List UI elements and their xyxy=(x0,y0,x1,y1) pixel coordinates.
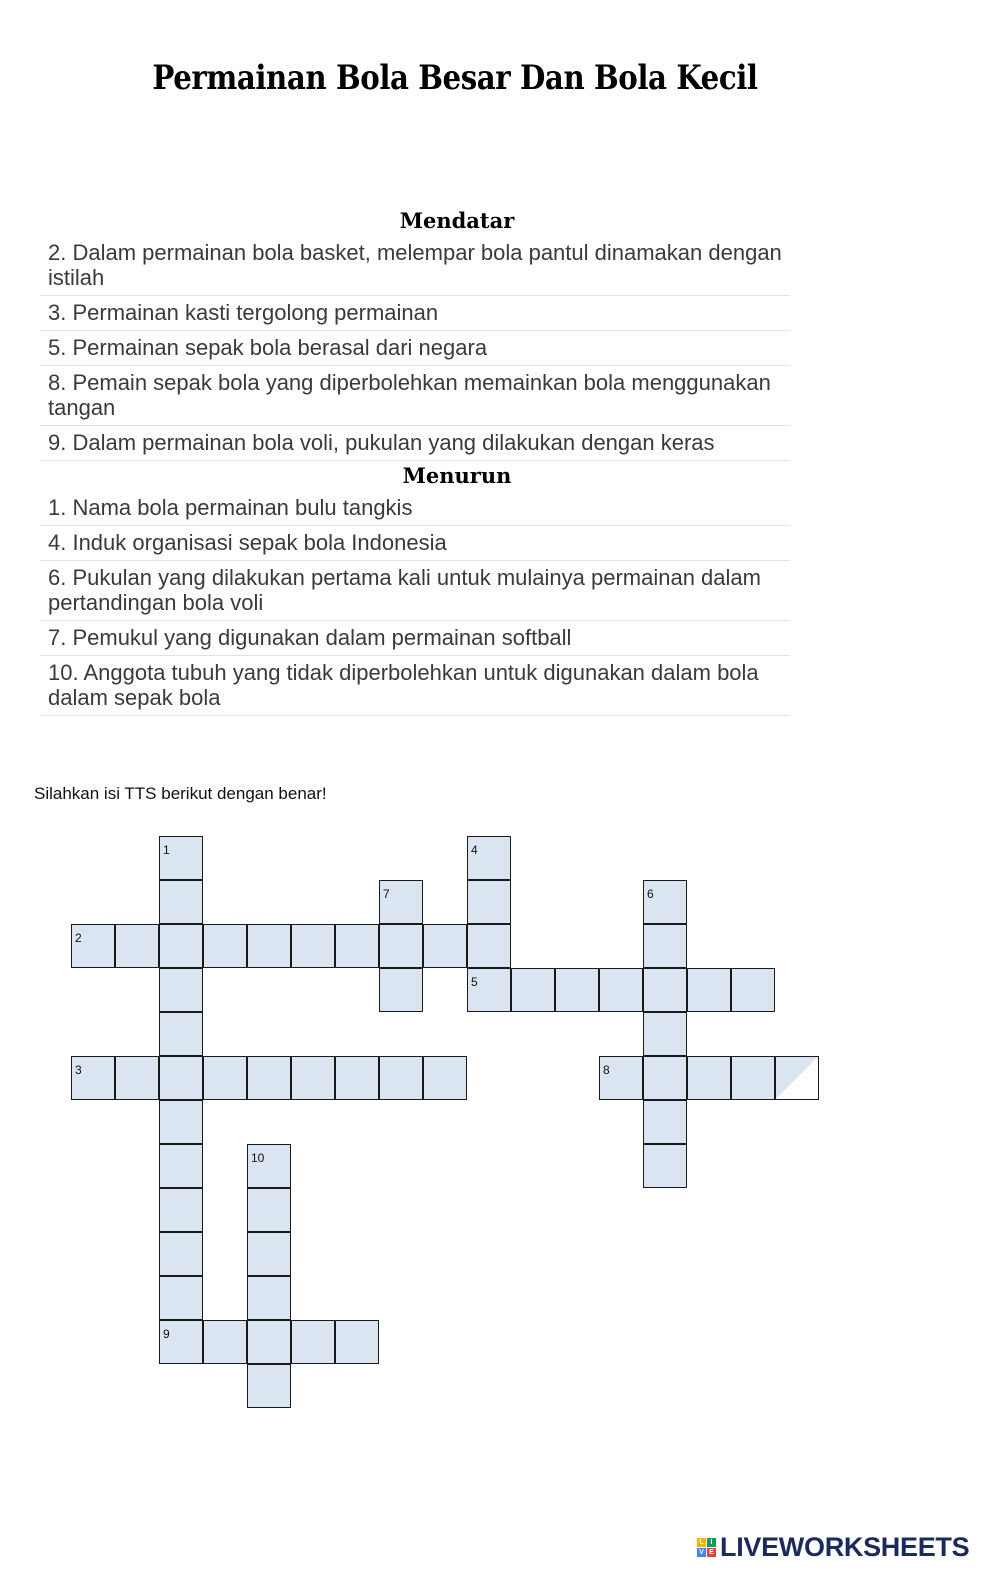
crossword-cell[interactable] xyxy=(203,1056,247,1100)
crossword-cell[interactable] xyxy=(247,1232,291,1276)
crossword-cell[interactable] xyxy=(335,1320,379,1364)
crossword-cell[interactable] xyxy=(467,924,511,968)
down-clue-6: 6. Pukulan yang dilakukan pertama kali untuk mulainya permainan dalam pertandingan bola voli xyxy=(40,561,790,621)
crossword-cell[interactable] xyxy=(159,1188,203,1232)
crossword-cell[interactable] xyxy=(71,924,115,968)
crossword-cell[interactable] xyxy=(775,1056,819,1100)
crossword-cell[interactable] xyxy=(71,1056,115,1100)
crossword-cell[interactable] xyxy=(467,880,511,924)
instruction-text: Silahkan isi TTS berikut dengan benar! xyxy=(34,784,327,803)
crossword-cell[interactable] xyxy=(687,968,731,1012)
crossword-cell[interactable] xyxy=(247,1056,291,1100)
crossword-cell[interactable] xyxy=(159,1320,203,1364)
liveworksheets-logo-icon xyxy=(697,1538,716,1557)
crossword-cell[interactable] xyxy=(643,968,687,1012)
across-clue-3: 3. Permainan kasti tergolong permainan xyxy=(40,296,790,331)
crossword-cell[interactable] xyxy=(643,924,687,968)
crossword-cell[interactable] xyxy=(247,1276,291,1320)
crossword-cell[interactable] xyxy=(291,1320,335,1364)
logo-square: V xyxy=(697,1548,706,1557)
crossword-cell[interactable] xyxy=(731,968,775,1012)
clue-number: 10 xyxy=(251,1151,265,1165)
crossword-cell[interactable] xyxy=(379,924,423,968)
crossword-cell[interactable] xyxy=(291,1056,335,1100)
crossword-cell[interactable] xyxy=(643,1012,687,1056)
clue-number: 5 xyxy=(471,975,478,989)
crossword-cell[interactable] xyxy=(599,1056,643,1100)
crossword-cell[interactable] xyxy=(159,1144,203,1188)
crossword-cell[interactable] xyxy=(203,924,247,968)
logo-square: L xyxy=(697,1538,706,1547)
crossword-cell[interactable] xyxy=(247,1144,291,1188)
crossword-cell[interactable] xyxy=(115,924,159,968)
crossword-cell[interactable] xyxy=(379,880,423,924)
across-clue-8: 8. Pemain sepak bola yang diperbolehkan memainkan bola menggunakan tangan xyxy=(40,366,790,426)
clue-number: 9 xyxy=(163,1327,170,1341)
clue-number: 8 xyxy=(603,1063,610,1077)
crossword-cell[interactable] xyxy=(247,1364,291,1408)
crossword-cell[interactable] xyxy=(511,968,555,1012)
crossword-cell[interactable] xyxy=(115,1056,159,1100)
crossword-cell[interactable] xyxy=(335,924,379,968)
crossword-cell[interactable] xyxy=(159,880,203,924)
across-clue-9: 9. Dalam permainan bola voli, pukulan yang dilakukan dengan keras xyxy=(40,426,790,461)
crossword-cell[interactable] xyxy=(643,1100,687,1144)
down-clue-1: 1. Nama bola permainan bulu tangkis xyxy=(40,491,790,526)
logo-square: I xyxy=(707,1538,716,1547)
clue-number: 3 xyxy=(75,1063,82,1077)
liveworksheets-logo xyxy=(697,1532,969,1563)
crossword-cell[interactable] xyxy=(555,968,599,1012)
crossword-cell[interactable] xyxy=(643,1056,687,1100)
crossword-cell[interactable] xyxy=(643,1144,687,1188)
across-clue-5: 5. Permainan sepak bola berasal dari negara xyxy=(40,331,790,366)
liveworksheets-logo-text: LIVEWORKSHEETS xyxy=(720,1532,970,1562)
crossword-cell[interactable] xyxy=(599,968,643,1012)
clue-number: 6 xyxy=(647,887,654,901)
crossword-cell[interactable] xyxy=(247,1188,291,1232)
crossword-cell[interactable] xyxy=(687,1056,731,1100)
crossword-cell[interactable] xyxy=(379,1056,423,1100)
crossword-cell[interactable] xyxy=(159,1232,203,1276)
down-clue-10: 10. Anggota tubuh yang tidak diperbolehkan untuk digunakan dalam bola dalam sepak bola xyxy=(40,656,790,716)
crossword-cell[interactable] xyxy=(467,836,511,880)
crossword-cell[interactable] xyxy=(467,968,511,1012)
crossword-cell[interactable] xyxy=(423,1056,467,1100)
clue-list xyxy=(40,206,790,716)
crossword-cell[interactable] xyxy=(159,1012,203,1056)
crossword-cell[interactable] xyxy=(423,924,467,968)
crossword-cell[interactable] xyxy=(159,1276,203,1320)
crossword-cell[interactable] xyxy=(203,1320,247,1364)
logo-square: E xyxy=(707,1548,716,1557)
crossword-cell[interactable] xyxy=(643,880,687,924)
clue-number: 2 xyxy=(75,931,82,945)
crossword-cell[interactable] xyxy=(159,1100,203,1144)
page-title: Permainan Bola Besar Dan Bola Kecil xyxy=(152,58,758,98)
clue-number: 7 xyxy=(383,887,390,901)
down-heading: Menurun xyxy=(402,463,512,488)
crossword-cell[interactable] xyxy=(159,968,203,1012)
clue-number: 1 xyxy=(163,843,170,857)
crossword-cell[interactable] xyxy=(291,924,335,968)
across-clue-2: 2. Dalam permainan bola basket, melempar bola pantul dinamakan dengan istilah xyxy=(40,236,790,296)
crossword-cell[interactable] xyxy=(379,968,423,1012)
crossword-cell[interactable] xyxy=(247,1320,291,1364)
crossword-cell[interactable] xyxy=(159,836,203,880)
crossword-cell[interactable] xyxy=(335,1056,379,1100)
crossword-cell[interactable] xyxy=(247,924,291,968)
crossword-cell[interactable] xyxy=(159,1056,203,1100)
crossword-cell[interactable] xyxy=(731,1056,775,1100)
down-clue-7: 7. Pemukul yang digunakan dalam permainan softball xyxy=(40,621,790,656)
crossword-cell[interactable] xyxy=(159,924,203,968)
down-clue-4: 4. Induk organisasi sepak bola Indonesia xyxy=(40,526,790,561)
across-heading: Mendatar xyxy=(399,208,515,233)
clue-number: 4 xyxy=(471,843,478,857)
